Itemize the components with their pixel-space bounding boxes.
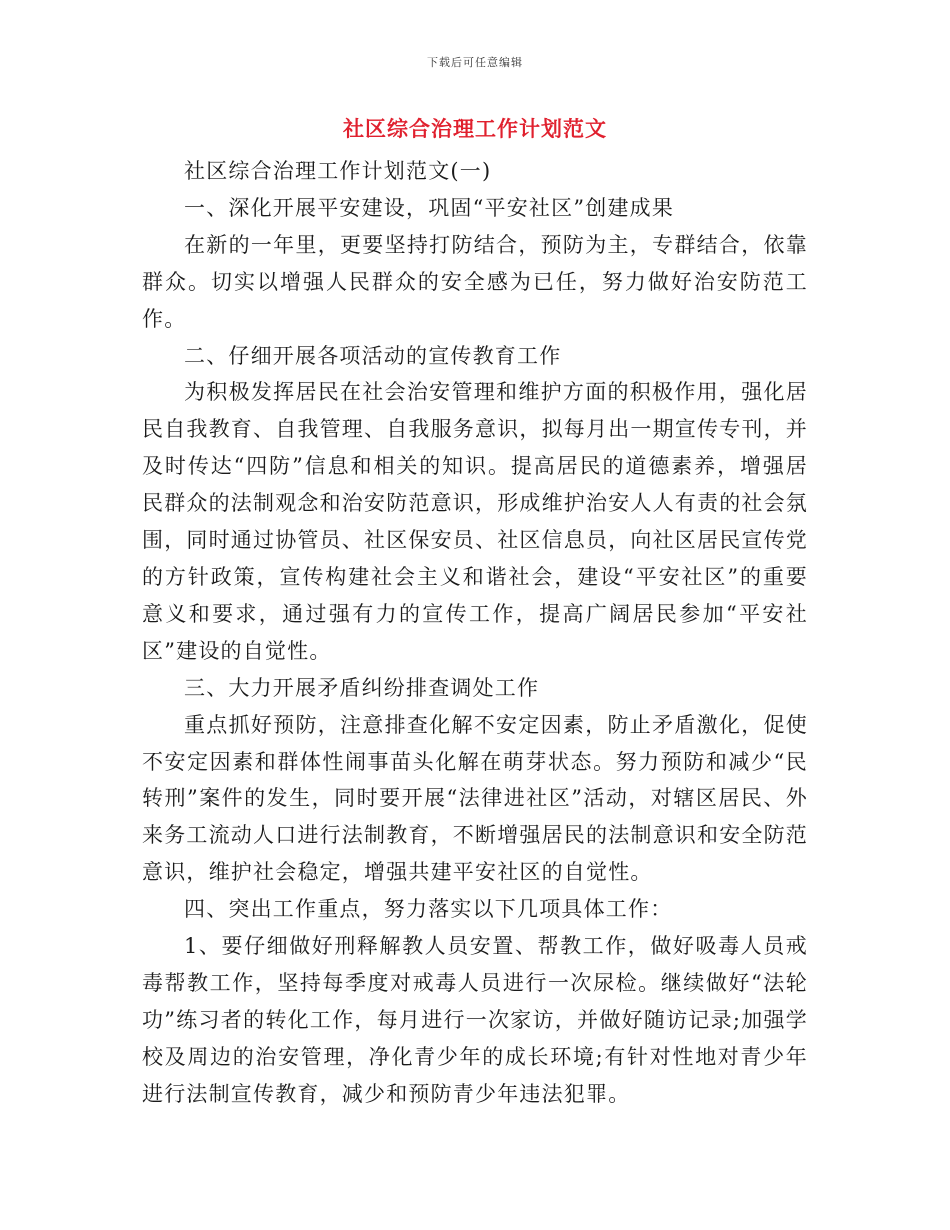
paragraph: 1、要仔细做好刑释解教人员安置、帮教工作，做好吸毒人员戒毒帮教工作，坚持每季度对戒毒人员进行一次尿检。继续做好“法轮功”练习者的转化工作，每月进行一次家访，并做好随访记录;加强学校及周边的治安管理，净化青少年的成长环境;有针对性地对青少年进行法制宣传教育，减少和预防青少年违法犯罪。 [142,934,808,1106]
paragraph: 重点抓好预防，注意排查化解不安定因素，防止矛盾激化，促使不安定因素和群体性闹事苗头化解在萌芽状态。努力预防和减少“民转刑”案件的发生，同时要开展“法律进社区”活动，对辖区居民、外来务工流动人口进行法制教育，不断增强居民的法制意识和安全防范意识，维护社会稳定，增强共建平安社区的自觉性。 [142,712,808,885]
paragraph-subtitle: 社区综合治理工作计划范文(一) [184,159,492,183]
document-title: 社区综合治理工作计划范文 [343,116,607,141]
paragraph: 为积极发挥居民在社会治安管理和维护方面的积极作用，强化居民自我教育、自我管理、自我服务意识，拟每月出一期宣传专刊，并及时传达“四防”信息和相关的知识。提高居民的道德素养，增强居民群众的法制观念和治安防范意识，形成维护治安人人有责的社会氛围，同时通过协管员、社区保安员、社区信息员，向社区居民宣传党的方针政策，宣传构建社会主义和谐社会，建设“平安社区”的重要意义和要求，通过强有力的宣传工作，提高广阔居民参加“平安社区”建设的自觉性。 [142,380,808,663]
section-heading-4: 四、突出工作重点，努力落实以下几项具体工作： [184,897,673,922]
section-heading-3: 三、大力开展矛盾纠纷排查调处工作 [184,675,540,700]
document-body [142,153,808,1113]
header-note: 下载后可任意编辑 [427,56,523,69]
section-heading-2: 二、仔细开展各项活动的宣传教育工作 [184,343,562,368]
section-heading-1: 一、深化开展平安建设，巩固“平安社区”创建成果 [184,195,675,220]
paragraph: 在新的一年里，更要坚持打防结合，预防为主，专群结合，依靠群众。切实以增强人民群众的安全感为已任，努力做好治安防范工作。 [142,232,808,331]
